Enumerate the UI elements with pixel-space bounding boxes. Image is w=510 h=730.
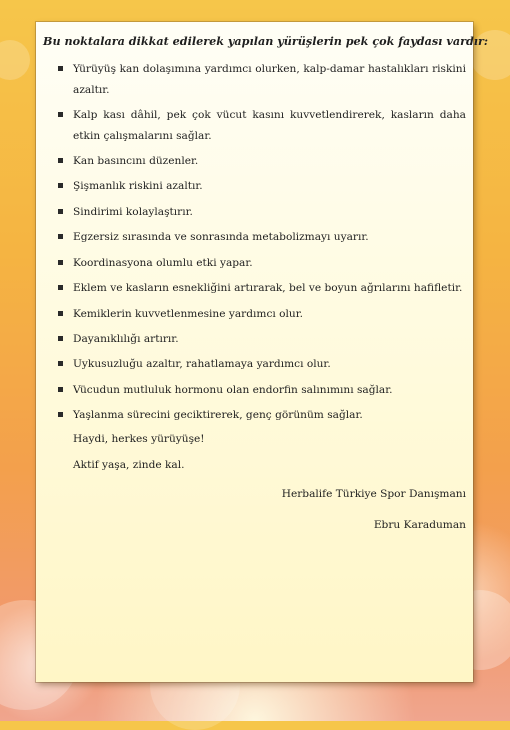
bullet-icon: [58, 158, 63, 163]
bullet-icon: [58, 209, 63, 214]
list-item: Uykusuzluğu azaltır, rahatlamaya yardımcı olur.: [73, 354, 466, 375]
bullet-icon: [58, 234, 63, 239]
bullet-icon: [58, 260, 63, 265]
intro-heading: Bu noktalara dikkat edilerek yapılan yürüşlerin pek çok faydası vardır:: [43, 34, 489, 48]
bullet-icon: [58, 311, 63, 316]
list-item: Yürüyüş kan dolaşımına yardımcı olurken, kalp-damar hastalıkları riskini azaltır.: [73, 59, 466, 101]
bullet-icon: [58, 412, 63, 417]
signature-name: Ebru Karaduman: [373, 519, 466, 531]
list-item: Eklem ve kasların esnekliğini artırarak, bel ve boyun ağrılarını hafifletir.: [73, 278, 466, 299]
bullet-icon: [58, 361, 63, 366]
bullet-icon: [58, 66, 63, 71]
closing-line: Haydi, herkes yürüyüşe!: [73, 433, 205, 445]
list-item: Dayanıklılığı artırır.: [73, 329, 466, 350]
closing-line: Aktif yaşa, zinde kal.: [73, 459, 185, 471]
bullet-icon: [58, 336, 63, 341]
list-item: Şişmanlık riskini azaltır.: [73, 176, 466, 197]
document-page: [36, 22, 489, 682]
list-item: Koordinasyona olumlu etki yapar.: [73, 253, 466, 274]
bullet-icon: [58, 112, 63, 117]
list-item: Kan basıncını düzenler.: [73, 151, 466, 172]
bokeh-circle: [0, 40, 30, 80]
signature-title: Herbalife Türkiye Spor Danışmanı: [281, 488, 466, 500]
list-item: Egzersiz sırasında ve sonrasında metabolizmayı uyarır.: [73, 227, 466, 248]
list-item: Kalp kası dâhil, pek çok vücut kasını kuvvetlendirerek, kasların daha etkin çalışmalarını sağlar.: [73, 105, 466, 147]
list-item: Yaşlanma sürecini geciktirerek, genç görünüm sağlar.: [73, 405, 466, 426]
bullet-icon: [58, 183, 63, 188]
list-item: Kemiklerin kuvvetlenmesine yardımcı olur.: [73, 304, 466, 325]
list-item: Sindirimi kolaylaştırır.: [73, 202, 466, 223]
bullet-icon: [58, 285, 63, 290]
bullet-icon: [58, 387, 63, 392]
list-item: Vücudun mutluluk hormonu olan endorfin salınımını sağlar.: [73, 380, 466, 401]
